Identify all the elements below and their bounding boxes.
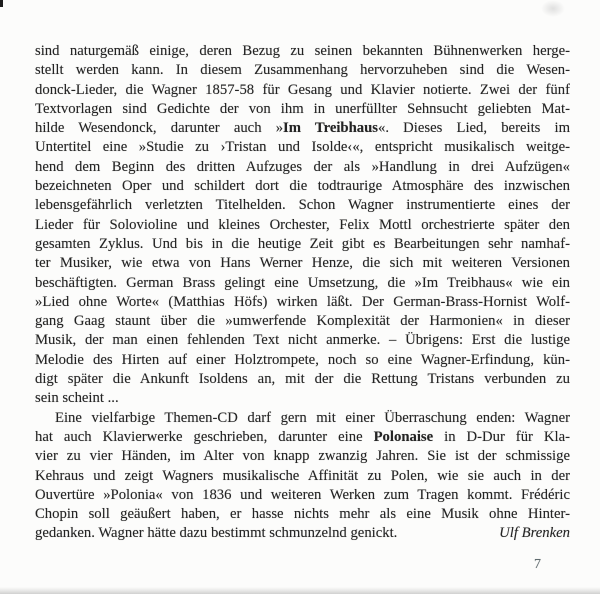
text-line (35, 428, 570, 447)
text-line: gesamten Zyklus. Und bis in die heutige Zeit gibt es Bearbeitungen sehr namhaf- (35, 235, 570, 252)
author-byline: Ulf Brenken (499, 525, 570, 542)
text-line: Untertitel eine »Studie zu ›Tristan und Isolde‹«, entspricht musikalisch weitge- (35, 139, 570, 156)
scan-corner-artifact (0, 0, 3, 7)
text-line: sind naturgemäß einige, deren Bezug zu seinen bekannten Bühnenwerken herge- (35, 43, 570, 59)
text-line: bezeichneten Oper und schildert dort die todtraurige Atmosphäre des inzwischen (35, 178, 570, 195)
text-line: Kehraus und zeigt Wagners musikalische Affinität zu Polen, wie sie auch in der (35, 467, 570, 484)
text-line: digt später die Ankunft Isoldens an, mit der die Rettung Tristans verbunden zu (35, 371, 570, 388)
text-line (35, 119, 570, 138)
text-line: beschäftigten. German Brass gelingt eine Umsetzung, die »Im Treibhaus« wie ein (35, 274, 570, 291)
page-edge-shadow (0, 587, 600, 594)
bold-work-title: Im Treibhaus (283, 120, 379, 137)
text-line: gang Gaag staunt über die »umwerfende Komplexität der Harmonien« in dieser (35, 313, 570, 330)
text-line: Chopin soll geäußert haben, er hasse nichts mehr als eine Musik ohne Hinter- (35, 506, 570, 523)
paragraph-start-line: Eine vielfarbige Themen-CD darf gern mit einer Überraschung enden: Wagner (55, 409, 570, 426)
text-line: lebensgefährlich verletzten Titelhelden. Schon Wagner instrumentierte eines der (35, 197, 570, 214)
closing-text: gedanken. Wagner hätte dazu bestimmt schmunzelnd genickt. (35, 525, 398, 542)
text-line: hend dem Beginn des dritten Aufzuges der als »Handlung in drei Aufzügen« (35, 158, 570, 175)
text-line: Musik, der man einen fehlenden Text nicht anmerke. – Übrigens: Erst die lustige (35, 332, 570, 349)
text-line: ter Musiker, wie etwa von Hans Werner Henze, die sich mit weiteren Versionen (35, 255, 570, 272)
text-segment: hat auch Klavierwerke geschrieben, darunter eine (35, 428, 374, 445)
text-line: donck-Lieder, die Wagner 1857-58 für Gesang und Klavier notierte. Zwei der fünf (35, 81, 570, 98)
text-line: Ouvertüre »Polonia« von 1836 und weiteren Werken zum Tragen kommt. Frédéric (35, 486, 570, 503)
paragraph-end-line: sein scheint ... (35, 390, 119, 407)
text-line: Textvorlagen sind Gedichte der von ihm in unerfüllter Sehnsucht geliebten Mat- (35, 100, 570, 117)
text-segment: «. Dieses Lied, bereits im (378, 120, 570, 137)
page-number: 7 (534, 557, 541, 572)
text-line: stellt werden kann. In diesem Zusammenhang hervorzuheben sind die Wesen- (35, 62, 570, 79)
text-line: vier zu vier Händen, im Alter von knapp zwanzig Jahren. Sie ist der schmissige (35, 448, 570, 465)
text-line: Lieder für Solovioline und kleines Orchester, Felix Mottl orchestrierte später den (35, 216, 570, 233)
text-segment: in D-Dur für Kla- (433, 428, 570, 445)
body-text (35, 42, 570, 544)
text-line: »Lied ohne Worte« (Matthias Höfs) wirken läßt. Der German-Brass-Hornist Wolf- (35, 293, 570, 310)
scan-smudge-artifact (541, 0, 565, 17)
text-line: Melodie des Hirten auf einer Holztrompete, noch so eine Wagner-Erfindung, kün- (35, 351, 570, 368)
bold-work-title: Polonaise (373, 428, 434, 445)
text-segment: hilde Wesendonck, darunter auch » (35, 120, 284, 137)
closing-line (35, 524, 570, 543)
